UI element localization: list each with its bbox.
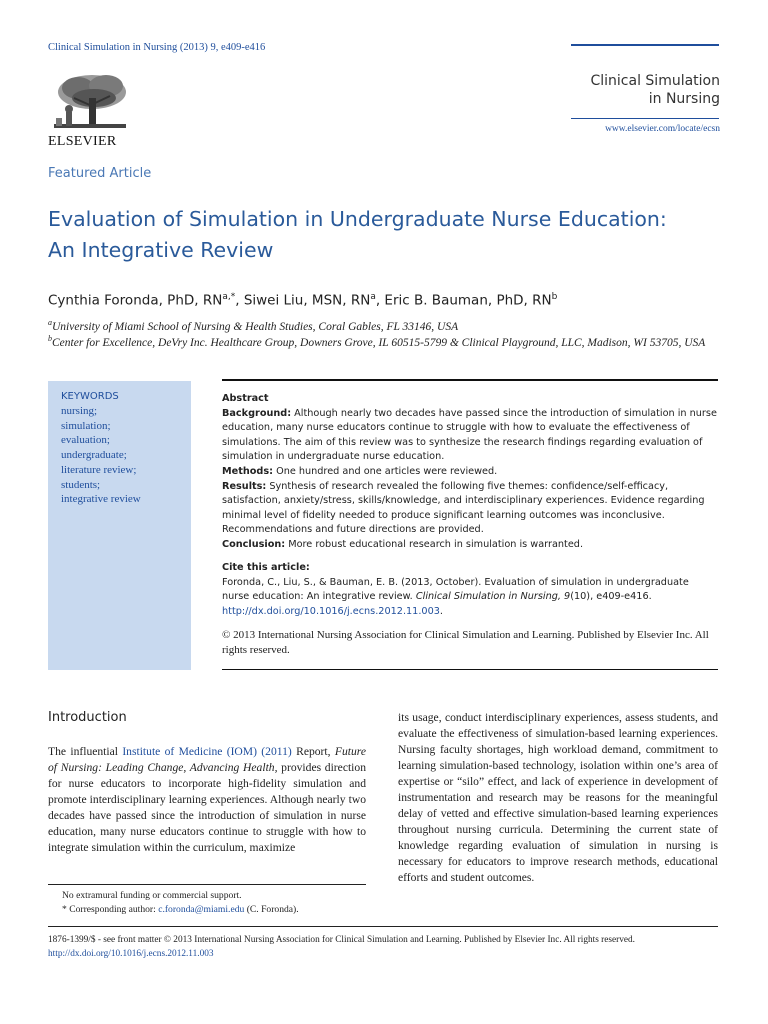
funding-note: No extramural funding or commercial support. (62, 890, 242, 901)
abstract (222, 392, 718, 553)
citation-heading: Cite this article: (222, 562, 310, 573)
footer-rule (48, 926, 718, 927)
keyword-item[interactable]: integrative review (61, 493, 141, 506)
abstract-bottom-rule (222, 669, 718, 670)
footnote-rule (48, 884, 366, 885)
author-list (48, 292, 728, 309)
keywords-heading: KEYWORDS (61, 391, 119, 402)
results-label: Results: (222, 480, 267, 492)
author-affiliation-mark[interactable]: a,* (222, 292, 236, 302)
citation-doi-link[interactable]: http://dx.doi.org/10.1016/j.ecns.2012.11.003 (222, 605, 440, 617)
journal-title-line1: Clinical Simulation (590, 73, 720, 89)
publisher-name: ELSEVIER (48, 134, 117, 149)
author-affiliation-mark[interactable]: b (551, 292, 558, 302)
abstract-heading: Abstract (222, 393, 269, 404)
abstract-top-rule (222, 379, 718, 381)
article-title: Evaluation of Simulation in Undergraduate Nurse Education: An Integrative Review (48, 207, 667, 262)
intro-text: provides direction for nurse educators to incorporate high-fidelity simulation and promote interdisciplinary learning experiences. Although nearly two decades have passed since the introduction of simulation in nurse education, many nurse educators continue to struggle with how to integrate simulation within the curriculum, maximize (48, 761, 366, 854)
citation-journal: Clinical Simulation in Nursing, 9 (415, 591, 571, 603)
page-footer (48, 933, 728, 961)
keywords-list (61, 404, 141, 507)
affiliation-text: University of Miami School of Nursing & Health Studies, Coral Gables, FL 33146, USA (52, 320, 459, 333)
corresponding-author-note (48, 903, 366, 917)
front-matter-note: 1876-1399/$ - see front matter © 2013 International Nursing Association for Clinical Simulation and Learning. Published by Elsevier Inc. All rights reserved. (48, 935, 635, 945)
methods-text: One hundred and one articles were reviewed. (276, 465, 498, 477)
affiliation-b (48, 331, 728, 351)
author-affiliation-mark[interactable]: a (370, 292, 376, 302)
corresponding-suffix: (C. Foronda). (244, 904, 299, 915)
keyword-item[interactable]: literature review; (61, 463, 137, 476)
footnotes (48, 889, 366, 917)
affiliation-mark: a (48, 318, 52, 327)
corresponding-email-link[interactable]: c.foronda@miami.edu (158, 904, 245, 915)
journal-title (560, 72, 720, 108)
author-name: Siwei Liu, MSN, RN (243, 292, 371, 309)
keyword-item[interactable]: undergraduate; (61, 449, 127, 462)
intro-text: Report, (291, 745, 335, 758)
reference-link-iom[interactable]: Institute of Medicine (IOM) (2011) (122, 745, 292, 758)
conclusion-text: More robust educational research in simulation is warranted. (288, 538, 584, 550)
report-title: Future of Nursing: Leading Change, Advancing Health, (48, 745, 366, 774)
author-name: Cynthia Foronda, PhD, RN (48, 292, 223, 309)
corresponding-prefix: * Corresponding author: (62, 904, 159, 915)
article-type: Featured Article (48, 166, 152, 181)
results-text: Synthesis of research revealed the following five themes: confidence/self-efficacy, satisfaction, anxiety/stress, skills/knowledge, and interdisciplinary experiences. Evidence regarding minimal level of fidelity needed to produce significant learning outcomes was inconclusive. Recommendations and future directions are provided. (222, 480, 705, 536)
author-separator: , (235, 292, 244, 309)
journal-title-line2: in Nursing (648, 91, 720, 107)
citation-doi-suffix: . (439, 605, 444, 617)
affiliation-mark: b (48, 334, 52, 343)
intro-text: The influential (48, 745, 123, 758)
tree-logo-icon (48, 72, 132, 134)
section-heading-introduction: Introduction (48, 710, 127, 725)
author-name: Eric B. Bauman, PhD, RN (384, 292, 552, 309)
citation-issue-pages: (10), e409-e416. (570, 591, 652, 603)
body-column-left (48, 744, 366, 856)
affiliation-text: Center for Excellence, DeVry Inc. Healthcare Group, Downers Grove, IL 60515-5799 & Clinical Playground, LLC, Madison, WI 53705, USA (52, 336, 706, 349)
conclusion-label: Conclusion: (222, 538, 286, 550)
header-rule-secondary (571, 118, 719, 119)
journal-url-link[interactable]: www.elsevier.com/locate/ecsn (605, 124, 720, 134)
background-label: Background: (222, 407, 292, 419)
methods-label: Methods: (222, 465, 273, 477)
keyword-item[interactable]: evaluation; (61, 434, 110, 447)
background-text: Although nearly two decades have passed since the introduction of simulation in nurse education, many nurse educators continue to struggle with how to evaluate the effectiveness of simulations. The aim of this review was to synthesize the research findings regarding evaluation of simulation in undergraduate nurse education. (222, 407, 717, 463)
keyword-item[interactable]: nursing; (61, 405, 98, 417)
keyword-item[interactable]: simulation; (61, 419, 111, 432)
keyword-item[interactable]: students; (61, 478, 101, 491)
header-rule (571, 44, 719, 46)
journal-reference[interactable]: Clinical Simulation in Nursing (2013) 9, e409-e416 (48, 42, 266, 53)
copyright-notice: © 2013 International Nursing Association for Clinical Simulation and Learning. Published by Elsevier Inc. All rights reserved. (222, 629, 709, 656)
citation-text: Foronda, C., Liu, S., & Bauman, E. B. (2013, October). Evaluation of simulation in undergraduate nurse education: An integrative review. (222, 576, 689, 603)
footer-doi-link[interactable]: http://dx.doi.org/10.1016/j.ecns.2012.11.003 (48, 949, 214, 959)
body-column-right: its usage, conduct interdisciplinary experiences, assess students, and evaluate the effectiveness of simulation-based learning experiences. Nursing faculty shortages, high workload demand, commitment to learning simulation-based technology, isolation within one’s area of expertise or “silo” effect, and lack of experience in development of instrumentation and research may be reasons for the meaningful delay of vetted and effective simulation-based learning experiences throughout nursing curricula. Determining the current state of knowledge regarding evaluation of simulation in nursing is necessary for educators to improve research methods, educational efforts and student outcomes. (398, 711, 718, 884)
author-separator: , (375, 292, 385, 309)
citation-block (222, 561, 718, 619)
